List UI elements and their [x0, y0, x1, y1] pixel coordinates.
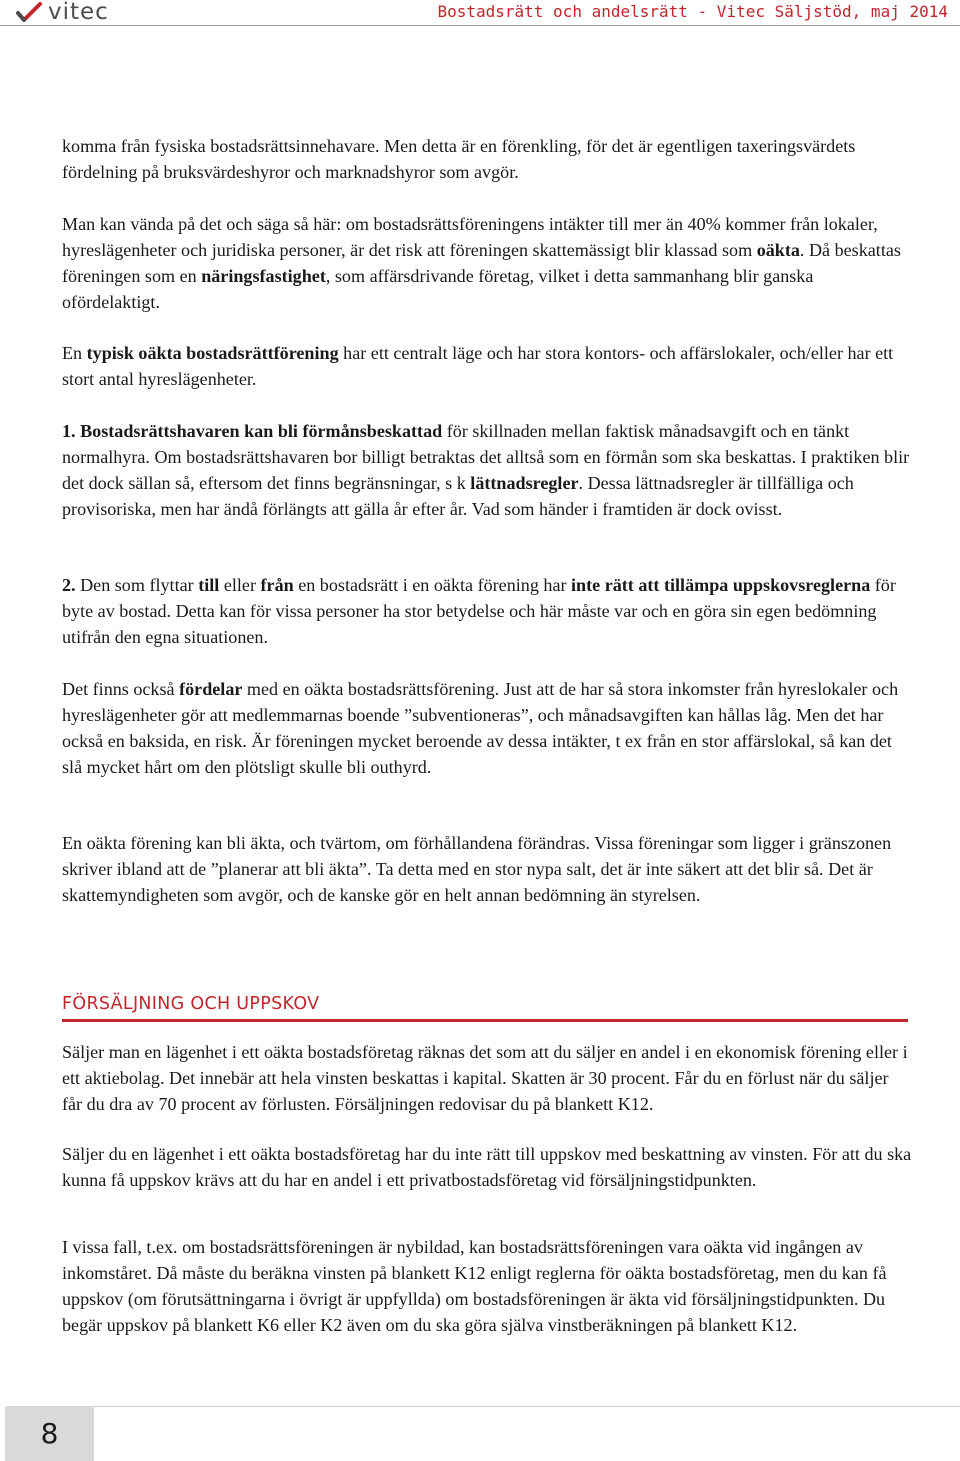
- header-divider: [0, 25, 960, 26]
- section-heading-forsaljning: FÖRSÄLJNING OCH UPPSKOV: [62, 994, 320, 1014]
- vitec-check-icon: [16, 2, 42, 22]
- paragraph-formansbeskattad: 1. Bostadsrättshavaren kan bli förmånsbeskattad för skillnaden mellan faktisk månadsavgift och en tänkt normalhyra. Om bostadsrättshavaren bor billigt betraktas det alltså som en förmån som ska beskattas. I praktiken blir det dock sällan så, eftersom det finns begränsningar, s k lättnadsregler. Dessa lättnadsregler är tillfälliga och provisoriska, men har ändå förlängts att gälla år efter år. Vad som händer i framtiden är dock ovisst.: [62, 421, 910, 519]
- paragraph-fordelar: Det finns också fördelar med en oäkta bostadsrättsförening. Just att de har så stora inkomster från hyreslokaler och hyreslägenheter gör att medlemmarnas boende ”subventioneras”, och månadsavgiften kan hållas låg. Men det har också en baksida, en risk. Är föreningen mycket beroende av dessa intäkter, t ex från en stor affärslokal, så kan det slå mycket hårt om den plötsligt skulle bli outhyrd.: [62, 679, 899, 777]
- footer-divider: [94, 1406, 960, 1407]
- paragraph-oakta-risk: Man kan vända på det och säga så här: om bostadsrättsföreningens intäkter till mer än 40% kommer från lokaler, hyreslägenheter och juridiska personer, är det risk att föreningen skattemässigt blir klassad som oäkta. Då beskattas föreningen som en näringsfastighet, som affärsdrivande företag, vilket i detta sammanhang blir ganska ofördelaktigt.: [62, 214, 901, 312]
- section-rule: [62, 1019, 908, 1022]
- page-header: [0, 0, 960, 24]
- paragraph-uppskovsregler: 2. Den som flyttar till eller från en bostadsrätt i en oäkta förening har inte rätt att tillämpa uppskovsreglerna för byte av bostad. Detta kan för vissa personer ha stor betydelse och här måste var och en göra sin egen bedömning utifrån den egna situationen.: [62, 575, 896, 647]
- paragraph-forsaljning-uppskov: Säljer du en lägenhet i ett oäkta bostadsföretag har du inte rätt till uppskov med beskattning av vinsten. För att du ska kunna få uppskov krävs att du har en andel i ett privatbostadsföretag vid försäljningstidpunkten.: [62, 1144, 912, 1190]
- paragraph-nybildad-forening: I vissa fall, t.ex. om bostadsrättsföreningen är nybildad, kan bostadsrättsföreningen vara oäkta vid ingången av inkomståret. Då måste du beräkna vinsten på blankett K12 enligt reglerna för oäkta bostadsföretag, men du kan få uppskov (om förutsättningarna i övrigt är uppfyllda) om bostadsföreningen är äkta vid försäljningstidpunkten. Du begär uppskov på blankett K6 eller K2 även om du ska göra själva vinstberäkningen på blankett K12.: [62, 1237, 887, 1335]
- page-number-box: [5, 1406, 94, 1461]
- vitec-logo: [16, 0, 109, 25]
- paragraph-taxation-intro: komma från fysiska bostadsrättsinnehavare. Men detta är en förenkling, för det är egentligen taxeringsvärdets fördelning på bruksvärdeshyror och marknadshyror som avgör.: [62, 136, 856, 182]
- header-title: Bostadsrätt och andelsrätt - Vitec Säljstöd, maj 2014: [437, 2, 948, 21]
- paragraph-forsaljning-kapital: Säljer man en lägenhet i ett oäkta bostadsföretag räknas det som att du säljer en andel i en ekonomisk förening eller i ett aktiebolag. Det innebär att hela vinsten beskattas i kapital. Skatten är 30 procent. Får du en förlust när du säljer får du dra av 70 procent av förlusten. Försäljningen redovisar du på blankett K12.: [62, 1042, 908, 1114]
- logo-text: vitec: [48, 0, 109, 25]
- paragraph-typical-oakta: En typisk oäkta bostadsrättförening har ett centralt läge och har stora kontors- och affärslokaler, och/eller har ett stort antal hyreslägenheter.: [62, 343, 894, 389]
- paragraph-akta-otakta: En oäkta förening kan bli äkta, och tvärtom, om förhållandena förändras. Vissa föreningar som ligger i gränszonen skriver ibland att de ”planerar att bli äkta”. Ta detta med en stor nypa salt, det är inte säkert att det blir så. Det är skattemyndigheten som avgör, och de kanske gör en helt annan bedömning än styrelsen.: [62, 833, 892, 905]
- page-number: 8: [40, 1417, 59, 1450]
